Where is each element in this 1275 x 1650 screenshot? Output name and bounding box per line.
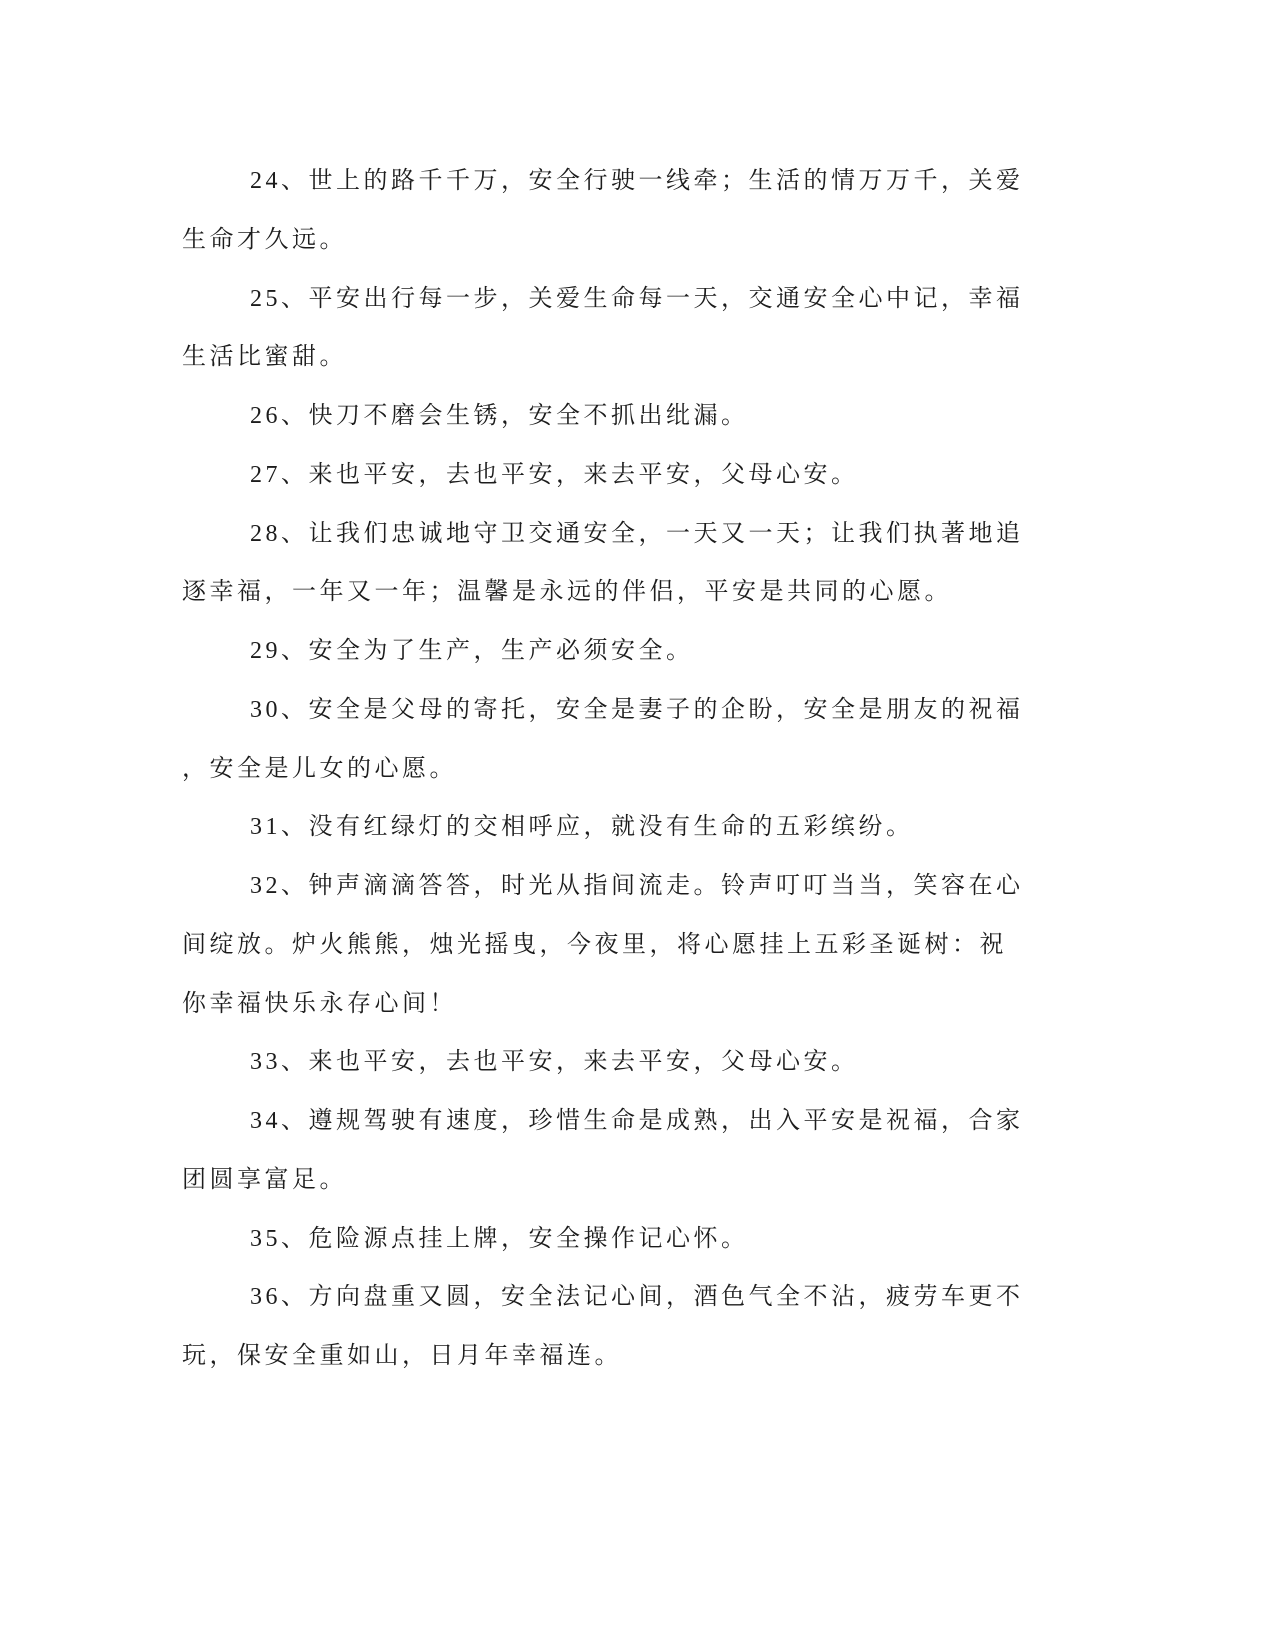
paragraph-35: [182, 1210, 1082, 1269]
paragraph-24: [182, 152, 1082, 270]
paragraph-28: [182, 505, 1082, 623]
paragraph-line: 28、让我们忠诚地守卫交通安全，一天又一天；让我们执著地追: [250, 520, 1024, 547]
paragraph-line: 24、世上的路千千万，安全行驶一线牵；生活的情万万千，关爱: [250, 168, 1024, 194]
paragraph-line: 33、来也平安，去也平安，来去平安，父母心安。: [250, 1049, 859, 1076]
paragraph-line: 29、安全为了生产，生产必须安全。: [250, 638, 694, 664]
paragraph-line: 玩，保安全重如山，日月年幸福连。: [182, 1343, 622, 1369]
paragraph-33: [182, 1033, 1082, 1092]
paragraph-line: 36、方向盘重又圆，安全法记心间，酒色气全不沾，疲劳车更不: [250, 1284, 1024, 1311]
paragraph-line: 25、平安出行每一步，关爱生命每一天，交通安全心中记，幸福: [250, 285, 1024, 312]
document-body: [182, 152, 1082, 1386]
paragraph-line: 生命才久远。: [182, 226, 347, 253]
paragraph-29: [182, 622, 1082, 681]
paragraph-line: 团圆享富足。: [182, 1166, 347, 1193]
paragraph-line: 30、安全是父母的寄托，安全是妻子的企盼，安全是朋友的祝福: [250, 696, 1024, 723]
paragraph-line: 生活比蜜甜。: [182, 344, 347, 371]
paragraph-line: 你幸福快乐永存心间！: [182, 990, 457, 1017]
paragraph-34: [182, 1092, 1082, 1210]
paragraph-36: [182, 1268, 1082, 1386]
paragraph-line: 31、没有红绿灯的交相呼应，就没有生命的五彩缤纷。: [250, 814, 914, 841]
paragraph-25: [182, 270, 1082, 388]
paragraph-line: 34、遵规驾驶有速度，珍惜生命是成熟，出入平安是祝福，合家: [250, 1108, 1024, 1134]
paragraph-line: 35、危险源点挂上牌，安全操作记心怀。: [250, 1225, 749, 1252]
paragraph-line: 逐幸福，一年又一年；温馨是永远的伴侣，平安是共同的心愿。: [182, 579, 952, 606]
paragraph-line: 32、钟声滴滴答答，时光从指间流走。铃声叮叮当当，笑容在心: [250, 873, 1024, 899]
paragraph-27: [182, 446, 1082, 505]
paragraph-32: [182, 857, 1082, 1033]
paragraph-31: [182, 798, 1082, 857]
paragraph-26: [182, 387, 1082, 446]
paragraph-line: 26、快刀不磨会生锈，安全不抓出纰漏。: [250, 403, 749, 429]
paragraph-line: 27、来也平安，去也平安，来去平安，父母心安。: [250, 461, 859, 488]
paragraph-30: [182, 681, 1082, 799]
paragraph-line: ，安全是儿女的心愿。: [182, 755, 457, 782]
paragraph-line: 间绽放。炉火熊熊，烛光摇曳，今夜里，将心愿挂上五彩圣诞树：祝: [182, 931, 1007, 958]
